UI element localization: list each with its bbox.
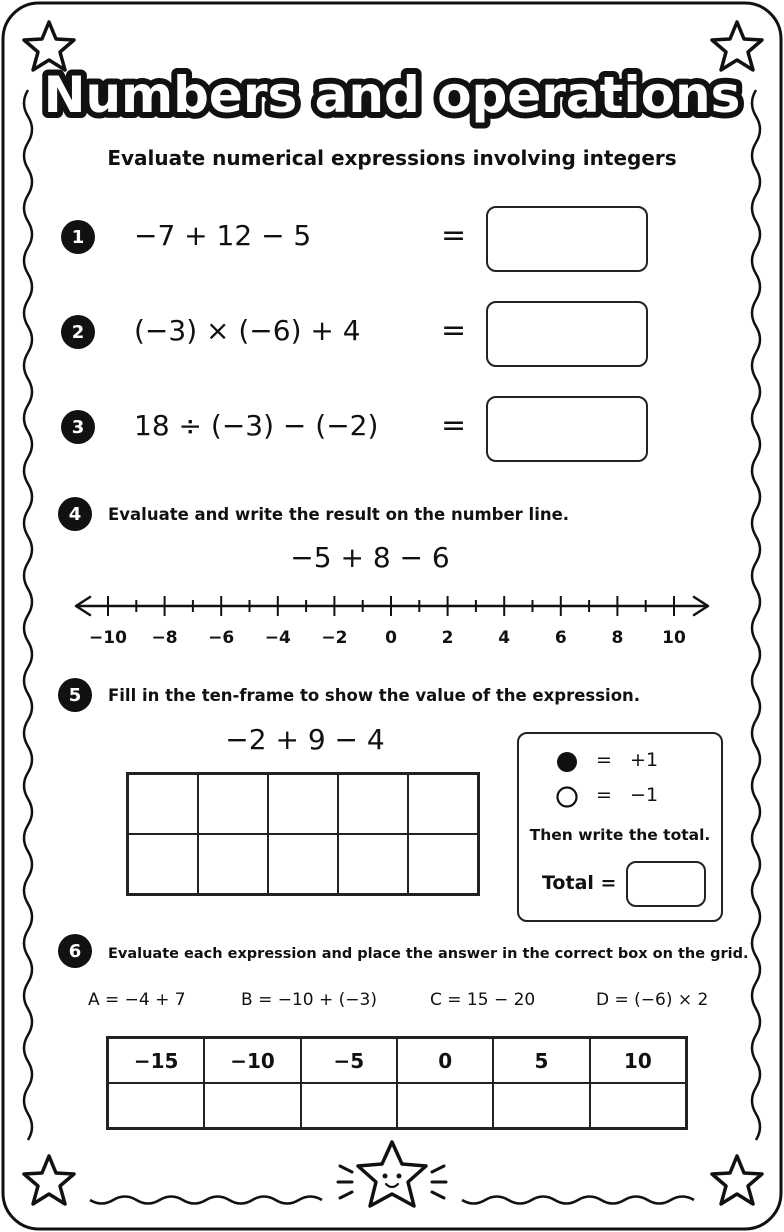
number-line-expression: −5 + 8 − 6 <box>290 541 450 574</box>
number-line-label: −4 <box>264 628 291 648</box>
number-line-label: 8 <box>611 628 624 648</box>
grid-answer-cell[interactable] <box>204 1083 300 1128</box>
grid-answer-cell[interactable] <box>397 1083 493 1128</box>
answer-box[interactable] <box>486 301 648 367</box>
equals-sign: = <box>441 218 467 253</box>
problem-expression: 18 ÷ (−3) − (−2) <box>134 409 379 442</box>
expression-b: B = −10 + (−3) <box>241 990 377 1010</box>
ten-frame-cell[interactable] <box>128 834 198 894</box>
equals-sign: = <box>441 408 467 443</box>
grid-answer-cell[interactable] <box>590 1083 686 1128</box>
problem-expression: −7 + 12 − 5 <box>134 219 312 252</box>
star-icon <box>20 1152 78 1210</box>
grid-answer-cell[interactable] <box>108 1083 204 1128</box>
number-line-label: −10 <box>89 628 127 648</box>
number-line-label: 10 <box>662 628 686 648</box>
total-instruction: Then write the total. <box>529 826 711 844</box>
problem-number-badge: 6 <box>58 934 92 968</box>
svg-text:Numbers and operations: Numbers and operations <box>43 66 741 124</box>
ten-frame-cell[interactable] <box>408 774 478 834</box>
grid-header-cell: −5 <box>301 1038 397 1083</box>
grid-answer-cell[interactable] <box>493 1083 589 1128</box>
expression-d: D = (−6) × 2 <box>596 990 709 1010</box>
problem-number-badge: 3 <box>61 410 95 444</box>
ten-frame-cell[interactable] <box>338 774 408 834</box>
star-icon <box>708 1152 766 1210</box>
problem-instruction: Fill in the ten-frame to show the value of the expression. <box>108 686 641 705</box>
problem-number-badge: 4 <box>58 497 92 531</box>
expression-a: A = −4 + 7 <box>88 990 186 1010</box>
number-line-label: −2 <box>321 628 348 648</box>
grid-header-cell: 5 <box>493 1038 589 1083</box>
grid-header-cell: 0 <box>397 1038 493 1083</box>
ten-frame-cell[interactable] <box>408 834 478 894</box>
ten-frame-cell[interactable] <box>338 834 408 894</box>
total-label: Total = <box>542 872 617 894</box>
number-line-label: 6 <box>554 628 567 648</box>
number-line-label: −6 <box>208 628 235 648</box>
grid-answer-cell[interactable] <box>301 1083 397 1128</box>
answer-grid <box>106 1036 688 1130</box>
equals-sign: = <box>441 313 467 348</box>
answer-box[interactable] <box>486 206 648 272</box>
ten-frame-expression: −2 + 9 − 4 <box>225 723 385 756</box>
total-answer-box[interactable] <box>626 861 706 907</box>
grid-header-cell: −10 <box>204 1038 300 1083</box>
answer-box[interactable] <box>486 396 648 462</box>
problem-number-badge: 1 <box>61 220 95 254</box>
problem-expression: (−3) × (−6) + 4 <box>134 314 361 347</box>
empty-counter-icon <box>555 785 579 809</box>
page-subtitle: Evaluate numerical expressions involving integers <box>107 146 677 170</box>
problem-instruction: Evaluate and write the result on the number line. <box>108 505 570 524</box>
ten-frame-cell[interactable] <box>268 774 338 834</box>
problem-instruction: Evaluate each expression and place the answer in the correct box on the grid. <box>108 946 749 962</box>
grid-header-cell: 10 <box>590 1038 686 1083</box>
number-line-label: 4 <box>498 628 511 648</box>
ten-frame-cell[interactable] <box>268 834 338 894</box>
page-title <box>0 52 784 144</box>
smiling-star-icon <box>332 1136 452 1216</box>
problem-number-badge: 5 <box>58 678 92 712</box>
number-line-label: 0 <box>385 628 397 648</box>
number-line-label: 2 <box>441 628 454 648</box>
filled-counter-icon <box>555 750 579 774</box>
ten-frame <box>126 772 480 896</box>
grid-header-cell: −15 <box>108 1038 204 1083</box>
counter-legend <box>517 732 723 922</box>
number-line-label: −8 <box>151 628 178 648</box>
ten-frame-cell[interactable] <box>198 774 268 834</box>
empty-counter-value: = −1 <box>596 784 659 806</box>
expression-c: C = 15 − 20 <box>430 990 536 1010</box>
filled-counter-value: = +1 <box>596 749 659 771</box>
ten-frame-cell[interactable] <box>198 834 268 894</box>
ten-frame-cell[interactable] <box>128 774 198 834</box>
problem-number-badge: 2 <box>61 315 95 349</box>
number-line[interactable] <box>60 588 724 628</box>
